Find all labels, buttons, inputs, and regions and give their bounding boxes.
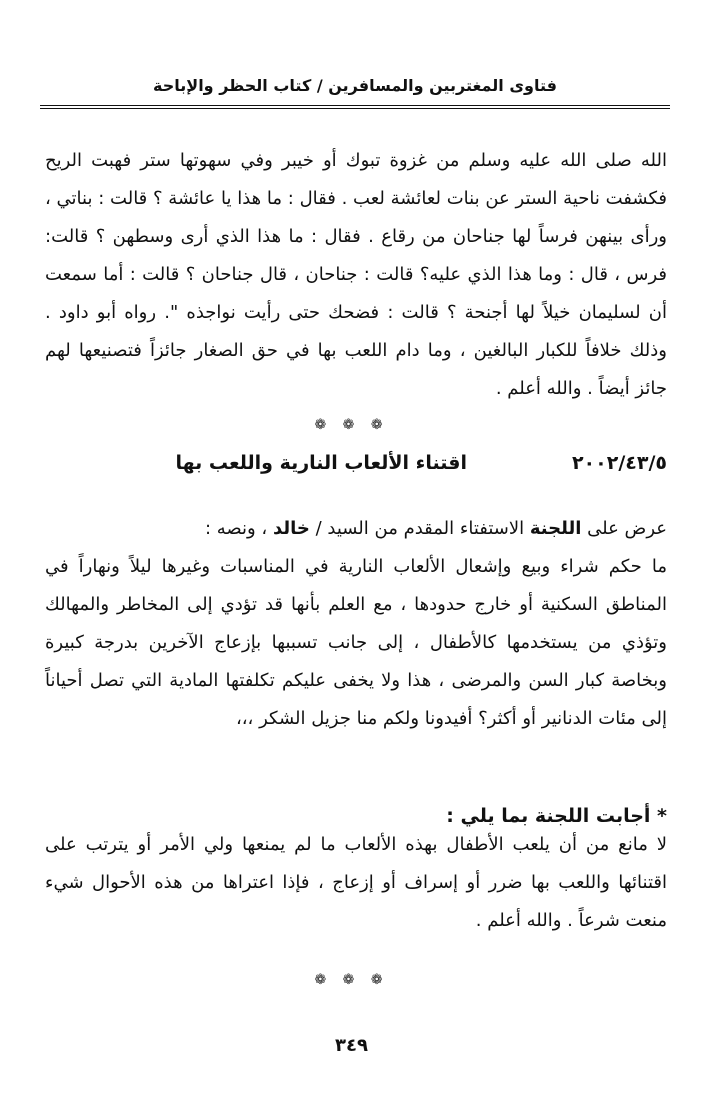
question-intro [45, 510, 667, 548]
fatwa-title: اقتناء الألعاب النارية واللعب بها [175, 452, 467, 474]
intro-text-middle: الاستفتاء المقدم من السيد / [309, 518, 530, 539]
question-body: ما حكم شراء وبيع وإشعال الألعاب النارية في المناسبات وغيرها ليلاً ونهاراً في المناطق السكنية أو خارج حدودها ، مع العلم بأنها قد تؤدي إلى المخاطر والمهالك وتؤذي من يستخدمها كالأطفال ، إلى جانب تسببها بإزعاج الآخرين بدرجة كبيرة وبخاصة كبار السن والمرضى ، هذا ولا يخفى عليكم تكلفتها المادية التي تصل أحياناً إلى مئات الدنانير أو أكثر؟ أفيدونا ولكم منا جزيل الشكر ،،، [45, 556, 667, 729]
header-rule-top [40, 105, 670, 106]
page-number: ٣٤٩ [335, 1035, 368, 1056]
section-ornament: ❁ ❁ ❁ [314, 417, 389, 433]
asker-name: خالد [272, 518, 310, 539]
header-rule-bottom [40, 108, 670, 109]
committee-name: اللجنة [529, 518, 582, 539]
intro-text-end: ، ونصه : [204, 518, 273, 539]
hadith-paragraph: الله صلى الله عليه وسلم من غزوة تبوك أو خيبر وفي سهوتها ستر فهبت الريح فكشفت ناحية الستر عن بنات لعائشة لعب . فقال : ما هذا يا عائشة ؟ قالت : بناتي ، ورأى بينهن فرساً لها جناحان من رقاع . فقال : ما هذا الذي أرى وسطهن ؟ قالت: فرس ، قال : وما هذا الذي عليه؟ قالت : جناحان ، قال جناحان ؟ قالت : أما سمعت أن لسليمان خيلاً لها أجنحة ؟ قالت : فضحك حتى رأيت نواجذه ". رواه أبو داود . وذلك خلافاً للكبار البالغين ، وما دام اللعب بها في حق الصغار جائزاً فتصنيعها لهم جائز أيضاً . والله أعلم . [45, 150, 667, 399]
closing-ornament: ❁ ❁ ❁ [314, 972, 389, 988]
running-header: فتاوى المغتربين والمسافرين / كتاب الحظر والإباحة [153, 76, 557, 95]
intro-text: عرض على [581, 518, 667, 539]
answer-body: لا مانع من أن يلعب الأطفال بهذه الألعاب ما لم يمنعها ولي الأمر أو يترتب على اقتنائها واللعب بها ضرر أو إسراف أو إزعاج ، فإذا اعتراها من هذه الأحوال شيء منعت شرعاً . والله أعلم . [45, 834, 667, 931]
answer-heading: * أجابت اللجنة بما يلي : [446, 805, 667, 827]
fatwa-heading [45, 452, 667, 492]
fatwa-number: ٢٠٠٢/٤٣/٥ [571, 452, 667, 474]
